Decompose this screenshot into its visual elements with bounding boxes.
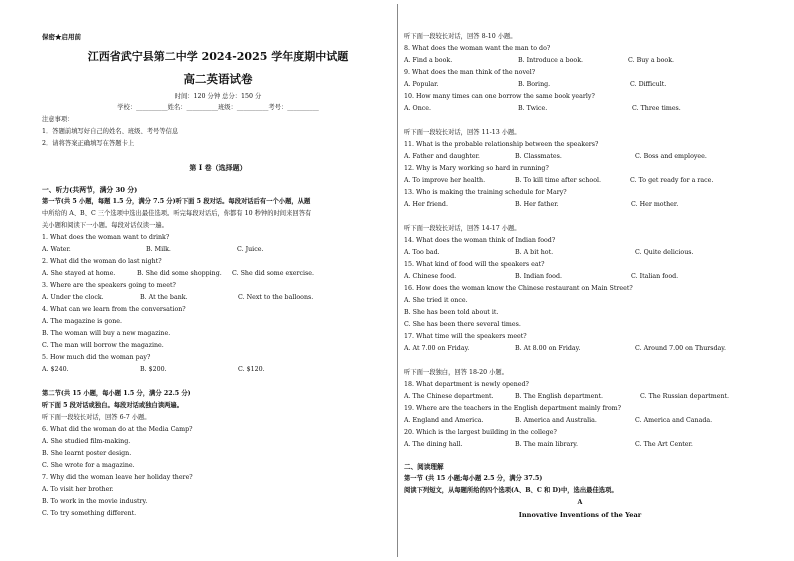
option: A. To visit her brother. (42, 486, 114, 493)
question-16: 16. How does the woman know the Chinese restaurant on Main Street? (404, 285, 633, 292)
confidential-label: 保密★启用前 (42, 33, 81, 41)
option: C. Quite delicious. (635, 249, 694, 256)
option: C. Juice. (237, 246, 264, 253)
question-7: 7. Why did the woman leave her holiday there? (42, 474, 193, 481)
exam-subtitle: 高二英语试卷 (183, 72, 253, 86)
section2-instructions: 听下面一段较长对话，回答 6-7 小题。 (42, 414, 151, 421)
option: C. Buy a book. (628, 57, 675, 64)
option: B. Indian food. (515, 273, 562, 280)
time-score: 时间：120 分钟 总分：150 分 (174, 93, 262, 100)
option: A. She stayed at home. (42, 270, 116, 277)
note-item: 2．请将答案正确填写在答题卡上 (42, 140, 135, 147)
question-20: 20. Which is the largest building in the college? (404, 429, 557, 436)
option: B. Milk. (146, 246, 171, 253)
option: B. She has been told about it. (404, 309, 499, 316)
dialogue-instruction: 听下面一段较长对话，回答 14-17 小题。 (404, 225, 521, 232)
option: C. To get ready for a race. (630, 177, 714, 184)
dialogue-instruction: 听下面一段较长对话，回答 11-13 小题。 (404, 129, 521, 136)
option: B. She learnt poster design. (42, 450, 132, 457)
question-19: 19. Where are the teachers in the English department mainly from? (404, 405, 621, 412)
option: B. The woman will buy a new magazine. (42, 330, 171, 337)
section1-instructions (42, 198, 310, 206)
option: C. She did some exercise. (232, 270, 315, 277)
question-4: 4. What can we learn from the conversation? (42, 306, 186, 313)
question-5: 5. How much did the woman pay? (42, 354, 151, 361)
option: C. Next to the balloons. (238, 294, 314, 301)
section2-heading: 第二节(共 15 小题，每小题 1.5 分，满分 22.5 分) (42, 390, 191, 397)
option: A. Father and daughter. (404, 153, 480, 160)
option: A. Her friend. (404, 201, 448, 208)
question-18: 18. What department is newly opened? (404, 381, 529, 388)
listening-section-heading: 一、听力(共两节，满分 30 分) (42, 186, 138, 194)
section1-instructions-line: 第一节(共 5 小题，每题 1.5 分，满分 7.5 分)听下面 5 段对话。每段对话后有一个小题，从题 (42, 198, 311, 205)
option: C. The Russian department. (640, 393, 730, 400)
option: A. Find a book. (404, 57, 453, 64)
option: C. Difficult. (630, 81, 667, 88)
option: C. To try something different. (42, 510, 137, 517)
option: A. The dining hall. (404, 441, 463, 448)
note-item: 1．答题前填写好自己的姓名、班级、考号等信息 (42, 128, 179, 135)
option: C. The Art Center. (635, 441, 693, 448)
option: A. She studied film-making. (42, 438, 131, 445)
option: A. She tried it once. (404, 297, 468, 304)
option: A. England and America. (404, 417, 484, 424)
question-13: 13. Who is making the training schedule for Mary? (404, 189, 567, 196)
question-10: 10. How many times can one borrow the same book yearly? (404, 93, 595, 100)
student-info-line: 学校：__________姓名：__________班级：__________考号：__________ (117, 104, 319, 111)
option: B. To kill time after school. (515, 177, 602, 184)
section1-instructions-line: 中所给的 A、B、C 三个选项中选出最佳选项。听完每段对话后，你都有 10 秒钟的时间来回答有 (42, 210, 312, 217)
option: B. At the bank. (140, 294, 188, 301)
option: B. A bit hot. (515, 249, 554, 256)
question-11: 11. What is the probable relationship between the speakers? (404, 141, 599, 148)
option: A. To improve her health. (404, 177, 486, 184)
question-12: 12. Why is Mary working so hard in running? (404, 165, 549, 172)
option: A. $240. (42, 366, 69, 373)
option: B. Twice. (518, 105, 548, 112)
option: A. The Chinese department. (404, 393, 494, 400)
option: A. Popular. (404, 81, 439, 88)
option: B. Classmates. (515, 153, 562, 160)
section1-instructions-line: 关小题和阅读下一小题。每段对话仅读一遍。 (42, 222, 168, 229)
option: C. She has been there several times. (404, 321, 521, 328)
option: B. America and Australia. (515, 417, 597, 424)
question-15: 15. What kind of food will the speakers eat? (404, 261, 545, 268)
option: C. Boss and employee. (635, 153, 707, 160)
option: B. Introduce a book. (518, 57, 584, 64)
option: A. Chinese food. (404, 273, 457, 280)
question-3: 3. Where are the speakers going to meet? (42, 282, 176, 289)
notes-heading: 注意事项： (42, 116, 74, 123)
option: C. Around 7.00 on Thursday. (635, 345, 727, 352)
option: B. Boring. (518, 81, 551, 88)
passage-label: A (577, 499, 583, 506)
option: C. The man will borrow the magazine. (42, 342, 164, 349)
exam-title: 江西省武宁县第二中学 2024-2025 学年度期中试题 (87, 50, 349, 63)
column-divider (397, 4, 398, 557)
part-one-heading: 第 I 卷（选择题） (189, 163, 247, 172)
reading-section-subheading: 第一节 (共 15 小题;每小题 2.5 分，满分 37.5) (404, 475, 543, 482)
option: C. America and Canada. (635, 417, 713, 424)
question-14: 14. What does the woman think of Indian food? (404, 237, 556, 244)
option: A. Too bad. (404, 249, 440, 256)
option: A. Water. (42, 246, 71, 253)
option: C. $120. (238, 366, 265, 373)
option: B. To work in the movie industry. (42, 498, 148, 505)
question-1: 1. What does the woman want to drink? (42, 234, 170, 241)
question-2: 2. What did the woman do last night? (42, 258, 162, 265)
option: B. At 8.00 on Friday. (515, 345, 581, 352)
option: B. The main library. (515, 441, 578, 448)
option: B. She did some shopping. (137, 270, 222, 277)
reading-section-heading: 二、阅读理解 (404, 463, 444, 471)
reading-instructions: 阅读下列短文，从每题所给的四个选项(A、B、C 和 D)中，选出最佳选项。 (404, 487, 618, 494)
option: B. The English department. (515, 393, 603, 400)
option: C. Three times. (632, 105, 681, 112)
option: A. Once. (404, 105, 432, 112)
option: B. Her father. (515, 201, 559, 208)
monologue-instruction: 听下面一段独白，回答 18-20 小题。 (404, 369, 509, 376)
option: A. The magazine is gone. (42, 318, 123, 325)
question-9: 9. What does the man think of the novel? (404, 69, 536, 76)
option: A. Under the clock. (42, 294, 104, 301)
question-6: 6. What did the woman do at the Media Camp? (42, 426, 193, 433)
option: B. $200. (140, 366, 167, 373)
option: C. Italian food. (631, 273, 679, 280)
section2-instructions: 听下面 5 段对话或独白。每段对话或独白读两遍。 (42, 402, 184, 409)
option: C. She wrote for a magazine. (42, 462, 135, 469)
dialogue-instruction: 听下面一段较长对话，回答 8-10 小题。 (404, 33, 517, 40)
option: A. At 7.00 on Friday. (404, 345, 470, 352)
passage-title: Innovative Inventions of the Year (518, 511, 642, 519)
option: C. Her mother. (631, 201, 679, 208)
question-17: 17. What time will the speakers meet? (404, 333, 527, 340)
question-8: 8. What does the woman want the man to do? (404, 45, 551, 52)
